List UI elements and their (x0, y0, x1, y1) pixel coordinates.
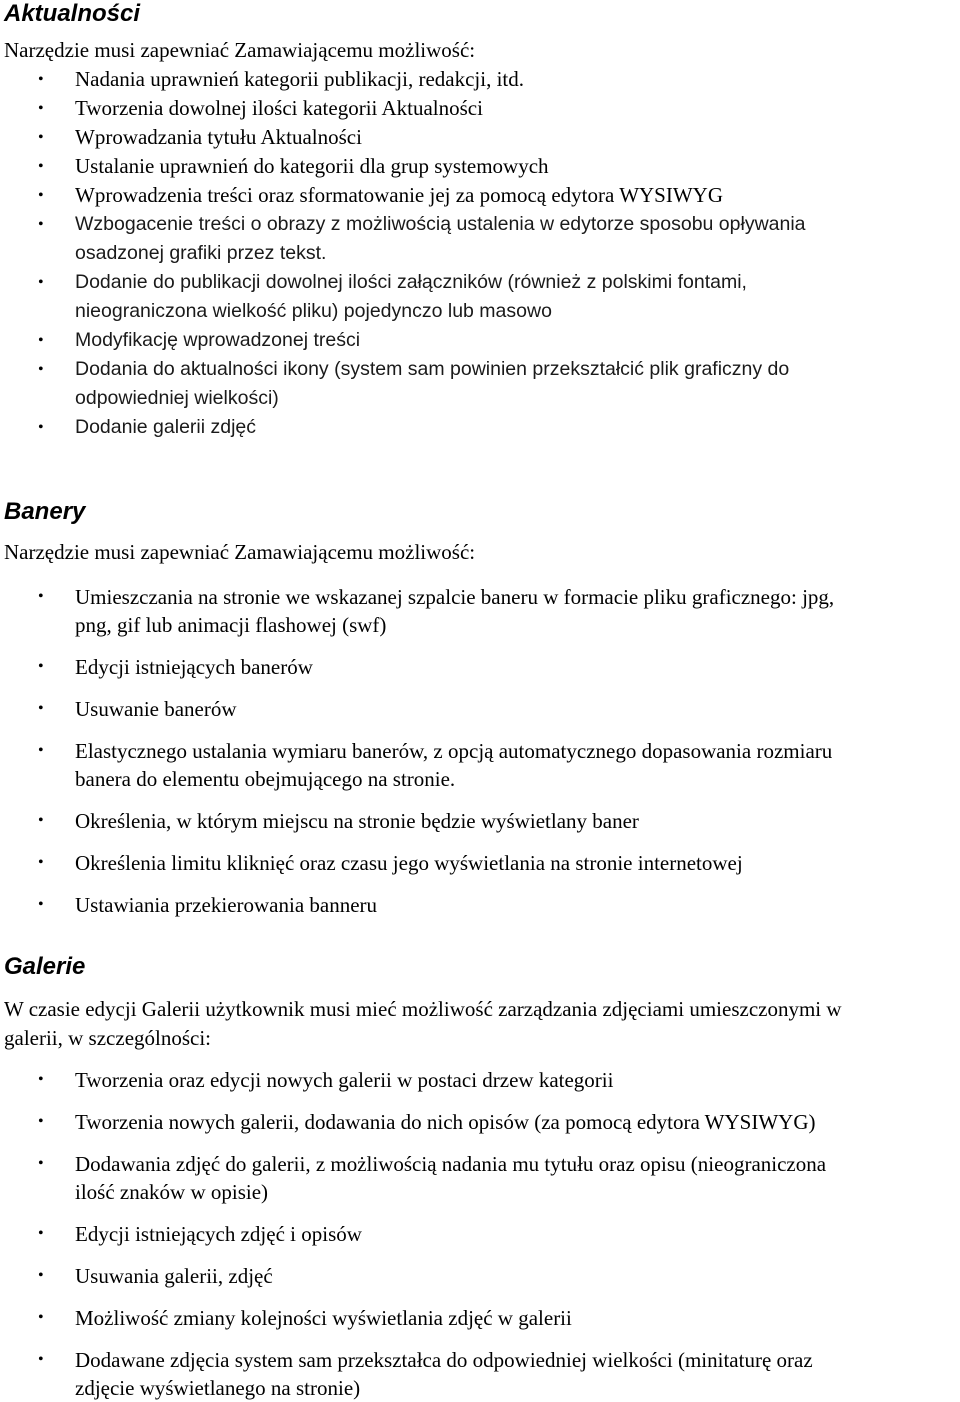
list-item-text: Dodanie do publikacji dowolnej ilości załączników (również z polskimi fontami, (75, 271, 747, 293)
list-item-text: Określenia limitu kliknięć oraz czasu jego wyświetlania na stronie internetowej (75, 851, 743, 875)
list-item-text: Usuwanie banerów (75, 697, 237, 721)
list-item (0, 849, 960, 877)
list-item (0, 1304, 960, 1332)
bullet-icon: • (38, 1351, 44, 1368)
bullet-icon: • (38, 1225, 44, 1242)
list-item-text: Usuwania galerii, zdjęć (75, 1264, 273, 1288)
list-item-text: Ustalanie uprawnień do kategorii dla grup systemowych (75, 154, 549, 178)
list-item-text-continued: png, gif lub animacji flashowej (swf) (75, 613, 387, 637)
section-banery (0, 498, 960, 919)
list-item-text: Możliwość zmiany kolejności wyświetlania zdjęć w galerii (75, 1306, 572, 1330)
section-intro-continued: galerii, w szczególności: (4, 1026, 212, 1050)
bullet-list (0, 583, 960, 919)
list-item-text: Dodawania zdjęć do galerii, z możliwością nadania mu tytułu oraz opisu (nieograniczona (75, 1152, 827, 1176)
list-item (0, 152, 960, 181)
bullet-icon: • (38, 361, 44, 378)
bullet-icon: • (38, 158, 44, 175)
section-intro: Narzędzie musi zapewniać Zamawiającemu możliwość: (4, 540, 476, 564)
bullet-list (0, 1066, 960, 1402)
list-item-text: Elastycznego ustalania wymiaru banerów, z opcją automatycznego dopasowania rozmiaru (75, 739, 833, 763)
list-item-text-continued: osadzonej grafiki przez tekst. (75, 242, 327, 264)
bullet-icon: • (38, 419, 44, 436)
bullet-icon: • (38, 896, 44, 913)
list-item (0, 891, 960, 919)
bullet-icon: • (38, 1071, 44, 1088)
list-item-text: Nadania uprawnień kategorii publikacji, redakcji, itd. (75, 67, 525, 91)
section-intro: W czasie edycji Galerii użytkownik musi mieć możliwość zarządzania zdjęciami umieszczonymi w (4, 997, 842, 1021)
list-item-text: Edycji istniejących banerów (75, 655, 313, 679)
section-title-galerie: Galerie (4, 953, 86, 980)
section-title-banery: Banery (4, 498, 86, 525)
bullet-icon: • (38, 700, 44, 717)
list-item-text: Edycji istniejących zdjęć i opisów (75, 1222, 362, 1246)
list-item-text: Dodawane zdjęcia system sam przekształca do odpowiedniej wielkości (minitaturę oraz (75, 1348, 813, 1372)
bullet-icon: • (38, 71, 44, 88)
list-item (0, 326, 960, 355)
bullet-icon: • (38, 854, 44, 871)
list-item (0, 94, 960, 123)
section-aktualnosci (0, 0, 960, 442)
list-item (0, 1066, 960, 1094)
bullet-icon: • (38, 332, 44, 349)
list-item-text: Umieszczania na stronie we wskazanej szpalcie baneru w formacie pliku graficznego: jpg, (75, 585, 835, 609)
bullet-icon: • (38, 216, 44, 233)
bullet-icon: • (38, 129, 44, 146)
bullet-icon: • (38, 658, 44, 675)
list-item (0, 1346, 960, 1402)
list-item (0, 355, 960, 413)
list-item (0, 583, 960, 639)
list-item-text-continued: zdjęcie wyświetlanego na stronie) (75, 1376, 361, 1400)
section-galerie (0, 953, 960, 1402)
list-item (0, 65, 960, 94)
list-item-text: Tworzenia dowolnej ilości kategorii Aktualności (75, 96, 483, 120)
list-item (0, 1150, 960, 1206)
list-item (0, 413, 960, 442)
bullet-icon: • (38, 1155, 44, 1172)
list-item (0, 807, 960, 835)
list-item (0, 653, 960, 681)
list-item-text: Tworzenia oraz edycji nowych galerii w postaci drzew kategorii (75, 1068, 614, 1092)
list-item (0, 695, 960, 723)
list-item-text: Dodanie galerii zdjęć (75, 416, 257, 438)
list-item-text: Dodania do aktualności ikony (system sam powinien przekształcić plik graficzny do (75, 358, 790, 380)
list-item (0, 268, 960, 326)
bullet-icon: • (38, 274, 44, 291)
list-item-text: Modyfikację wprowadzonej treści (75, 329, 361, 351)
list-item-text: Ustawiania przekierowania banneru (75, 893, 378, 917)
list-item (0, 210, 960, 268)
list-item-text-continued: odpowiedniej wielkości) (75, 387, 279, 409)
list-item-text: Wzbogacenie treści o obrazy z możliwością ustalenia w edytorze sposobu opływania (75, 213, 806, 235)
list-item (0, 181, 960, 210)
section-title-aktualnosci: Aktualności (4, 0, 141, 27)
list-item (0, 1220, 960, 1248)
section-intro: Narzędzie musi zapewniać Zamawiającemu możliwość: (4, 38, 476, 62)
bullet-icon: • (38, 187, 44, 204)
list-item-text: Wprowadzenia treści oraz sformatowanie jej za pomocą edytora WYSIWYG (75, 183, 724, 207)
list-item-text-continued: banera do elementu obejmującego na stronie. (75, 767, 456, 791)
bullet-icon: • (38, 1113, 44, 1130)
bullet-icon: • (38, 742, 44, 759)
list-item (0, 123, 960, 152)
list-item-text-continued: nieograniczona wielkość pliku) pojedynczo lub masowo (75, 300, 552, 322)
bullet-list (0, 65, 960, 442)
list-item-text: Określenia, w którym miejscu na stronie będzie wyświetlany baner (75, 809, 639, 833)
list-item-text: Tworzenia nowych galerii, dodawania do nich opisów (za pomocą edytora WYSIWYG) (75, 1110, 816, 1134)
list-item-text-continued: ilość znaków w opisie) (75, 1180, 269, 1204)
bullet-icon: • (38, 588, 44, 605)
list-item (0, 1108, 960, 1136)
bullet-icon: • (38, 812, 44, 829)
bullet-icon: • (38, 1267, 44, 1284)
list-item (0, 1262, 960, 1290)
list-item (0, 737, 960, 793)
list-item-text: Wprowadzania tytułu Aktualności (75, 125, 362, 149)
bullet-icon: • (38, 100, 44, 117)
bullet-icon: • (38, 1309, 44, 1326)
